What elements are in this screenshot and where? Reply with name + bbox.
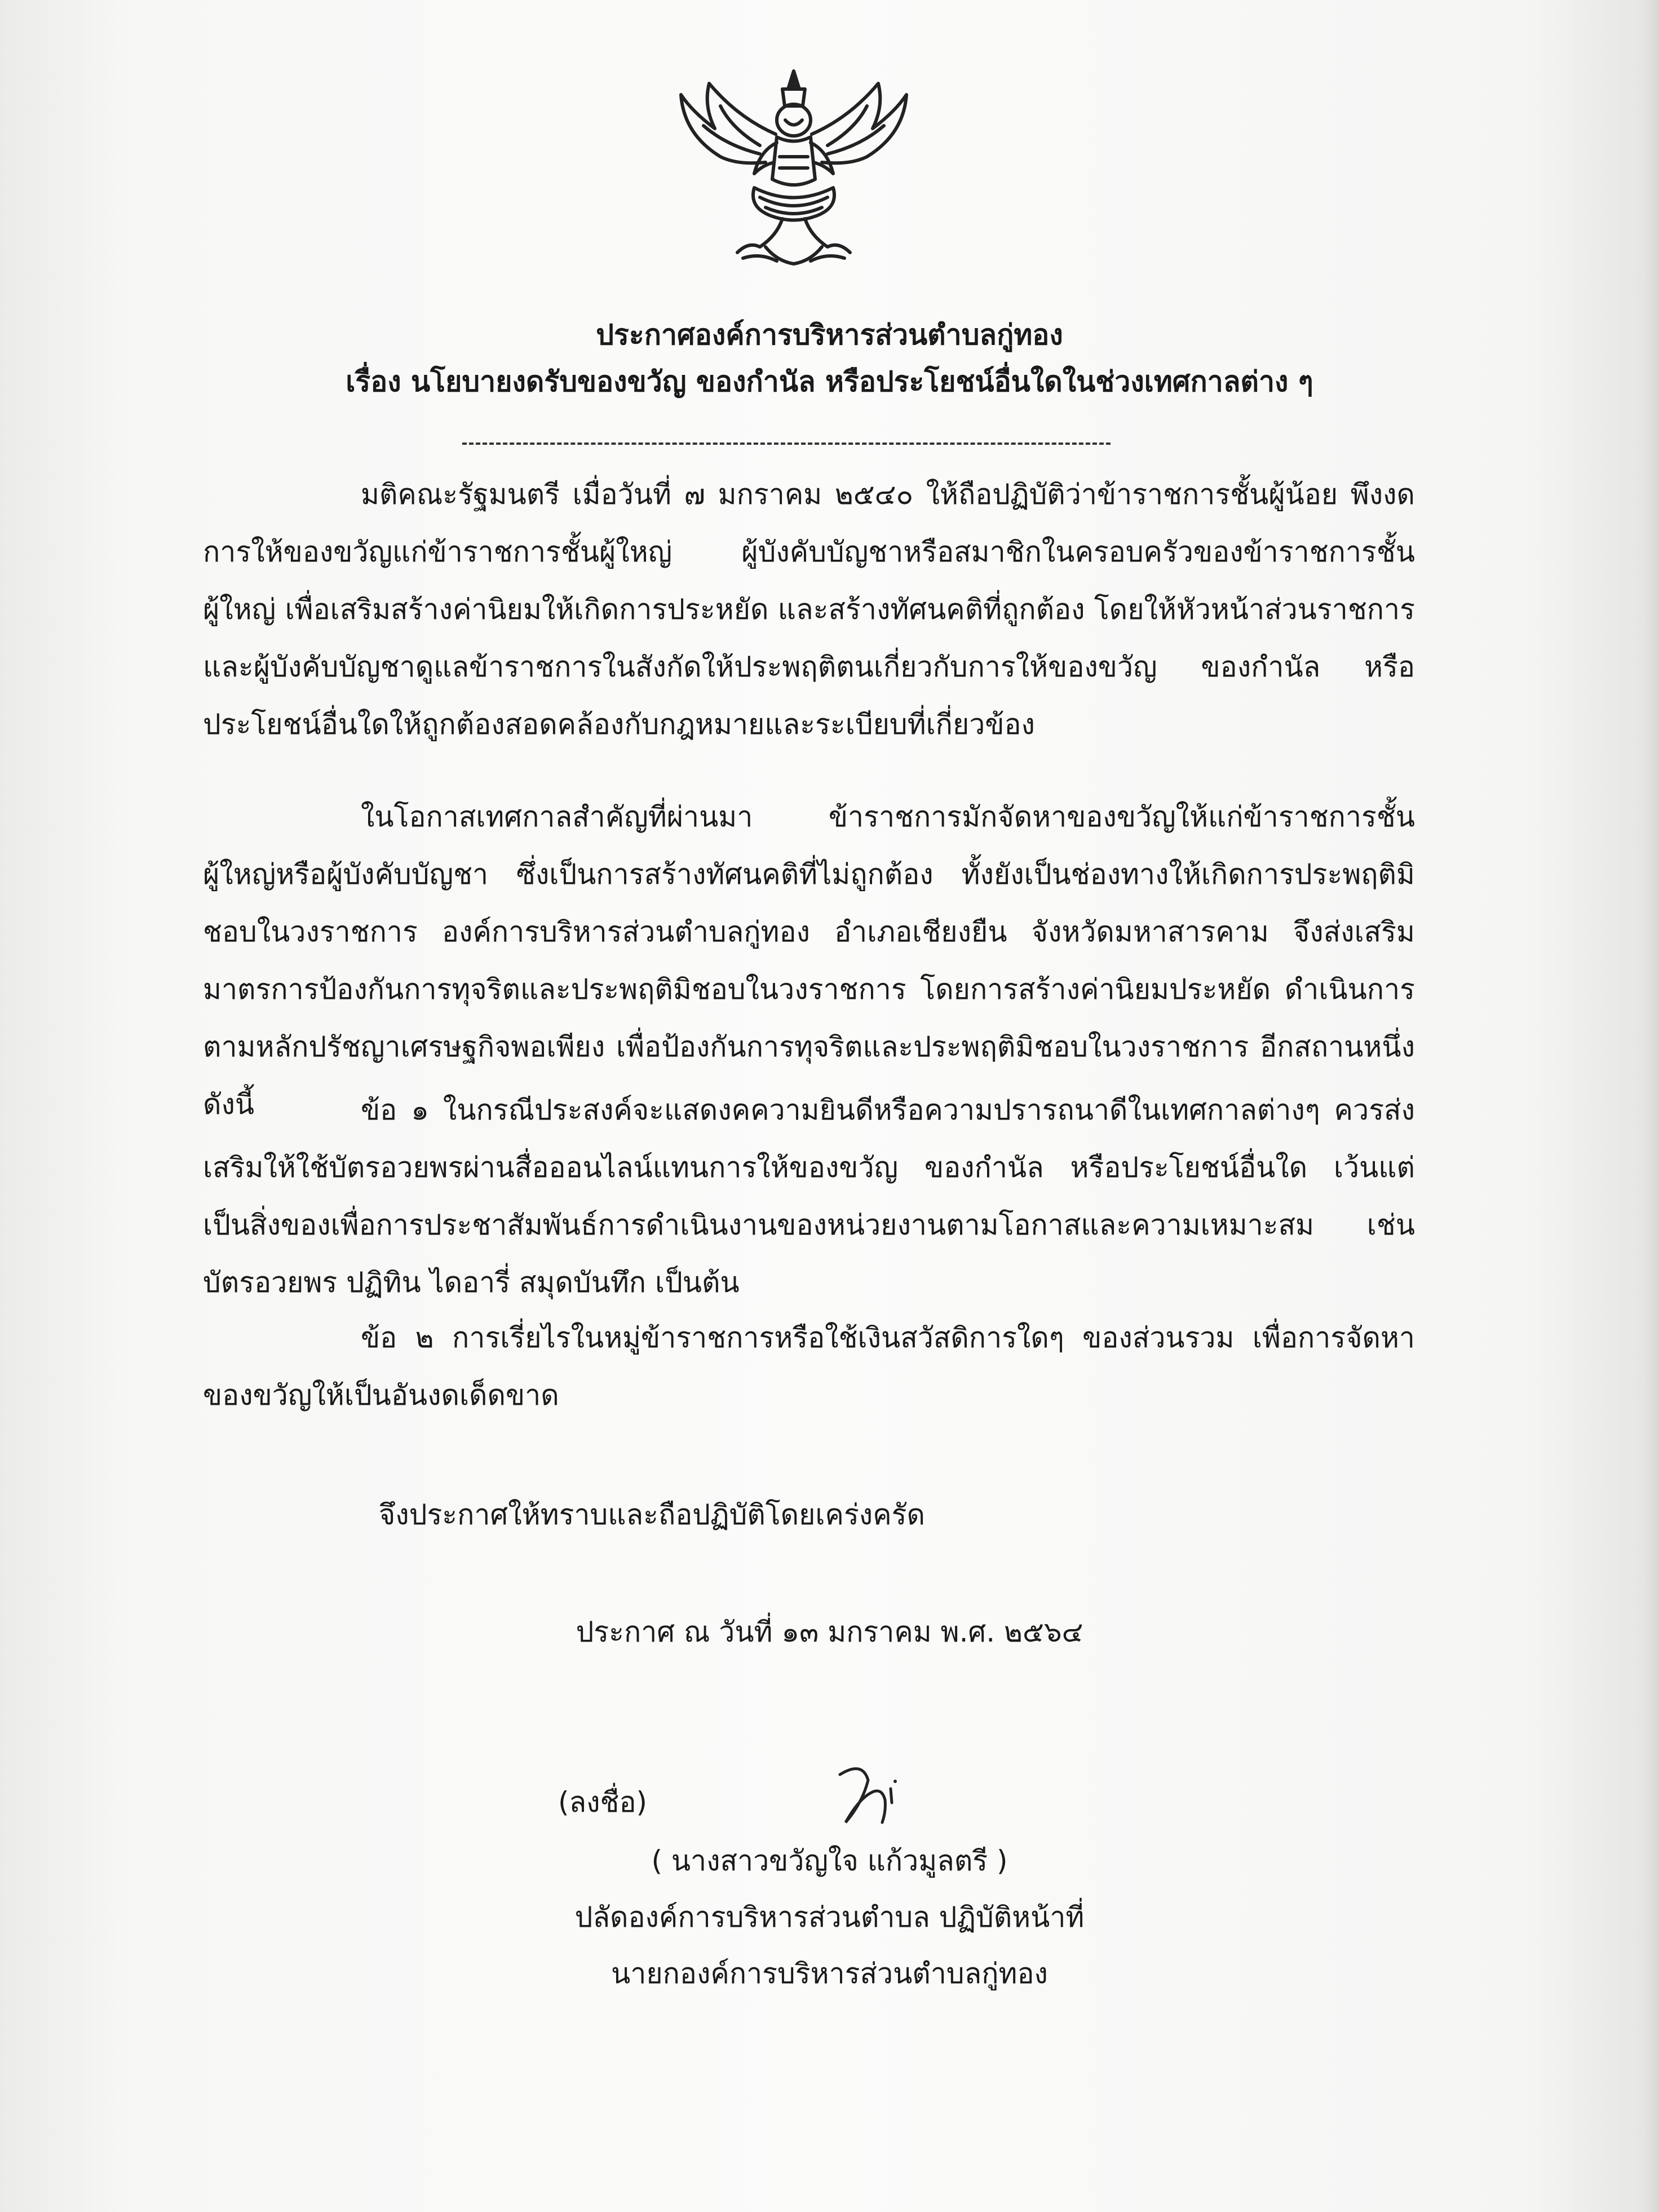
paragraph-1-text: มติคณะรัฐมนตรี เมื่อวันที่ ๗ มกราคม ๒๕๔๐ ให้ถือปฏิบัติว่าข้าราชการชั้นผู้น้อย พึงงดการให้ของขวัญแก่ข้าราชการชั้นผู้ใหญ่ ผู้บังคับบัญชาหรือสมาชิกในครอบครัวของข้าราชการชั้นผู้ใหญ่ เพื่อเสริมสร้างค่านิยมให้เกิดการประหยัด และสร้างทัศนคติที่ถูกต้อง โดยให้หัวหน้าส่วนราชการและผู้บังคับบัญชาดูแลข้าราชการในสังกัดให้ประพฤติตนเกี่ยวกับการให้ของขวัญ ของกำนัล หรือประโยชน์อื่นใดให้ถูกต้องสอดคล้องกับกฎหมายและระเบียบที่เกี่ยวข้อง — [203, 478, 1415, 741]
garuda-emblem — [670, 67, 918, 269]
signer-position-1: ปลัดองค์การบริหารส่วนตำบล ปฏิบัติหน้าที่ — [574, 1901, 1085, 1934]
announcement-date: ประกาศ ณ วันที่ ๑๓ มกราคม พ.ศ. ๒๕๖๔ — [576, 1616, 1083, 1648]
clause-1 — [203, 1081, 1415, 1311]
body-paragraph-1 — [203, 466, 1415, 753]
paragraph-2-text: ในโอกาสเทศกาลสำคัญที่ผ่านมา ข้าราชการมักจัดหาของขวัญให้แก่ข้าราชการชั้นผู้ใหญ่หรือผู้บังคับบัญชา ซึ่งเป็นการสร้างทัศนคติที่ไม่ถูกต้อง ทั้งยังเป็นช่องทางให้เกิดการประพฤติมิชอบในวงราชการ องค์การบริหารส่วนตำบลกู่ทอง อำเภอเชียงยืน จังหวัดมหาสารคาม จึงส่งเสริมมาตรการป้องกันการทุจริตและประพฤติมิชอบในวงราชการ โดยการสร้างค่านิยมประหยัด ดำเนินการตามหลักปรัชญาเศรษฐกิจพอเพียง เพื่อป้องกันการทุจริตและประพฤติมิชอบในวงราชการ อีกสถานหนึ่ง ดังนี้ — [203, 800, 1415, 1121]
announcement-title: ประกาศองค์การบริหารส่วนตำบลกู่ทอง — [596, 318, 1063, 351]
handwritten-signature — [829, 1758, 908, 1831]
dashed-divider — [462, 443, 1111, 445]
signer-name: ( นางสาวขวัญใจ แก้วมูลตรี ) — [651, 1844, 1008, 1877]
signature-label: (ลงชื่อ) — [558, 1786, 648, 1819]
clause-1-text: ข้อ ๑ ในกรณีประสงค์จะแสดงคความยินดีหรือความปรารถนาดีในเทศกาลต่างๆ ควรส่งเสริมให้ใช้บัตรอวยพรผ่านสื่อออนไลน์แทนการให้ของขวัญ ของกำนัล หรือประโยชน์อื่นใด เว้นแต่ เป็นสิ่งของเพื่อการประชาสัมพันธ์การดำเนินงานของหน่วยงานตามโอกาสและความเหมาะสม เช่น บัตรอวยพร ปฏิทิน ไดอารี่ สมุดบันทึก เป็นต้น — [203, 1094, 1415, 1299]
announcement-subject: เรื่อง นโยบายงดรับของขวัญ ของกำนัล หรือประโยชน์อื่นใดในช่วงเทศกาลต่าง ๆ — [346, 365, 1313, 398]
clause-2 — [203, 1309, 1415, 1424]
clause-2-text: ข้อ ๒ การเรี่ยไรในหมู่ข้าราชการหรือใช้เงินสวัสดิการใดๆ ของส่วนรวม เพื่อการจัดหาของขวัญให้เป็นอันงดเด็ดขาด — [203, 1321, 1415, 1412]
closing-statement: จึงประกาศให้ทราบและถือปฏิบัติโดยเคร่งครัด — [379, 1498, 925, 1531]
signer-position-2: นายกองค์การบริหารส่วนตำบลกู่ทอง — [611, 1957, 1048, 1990]
